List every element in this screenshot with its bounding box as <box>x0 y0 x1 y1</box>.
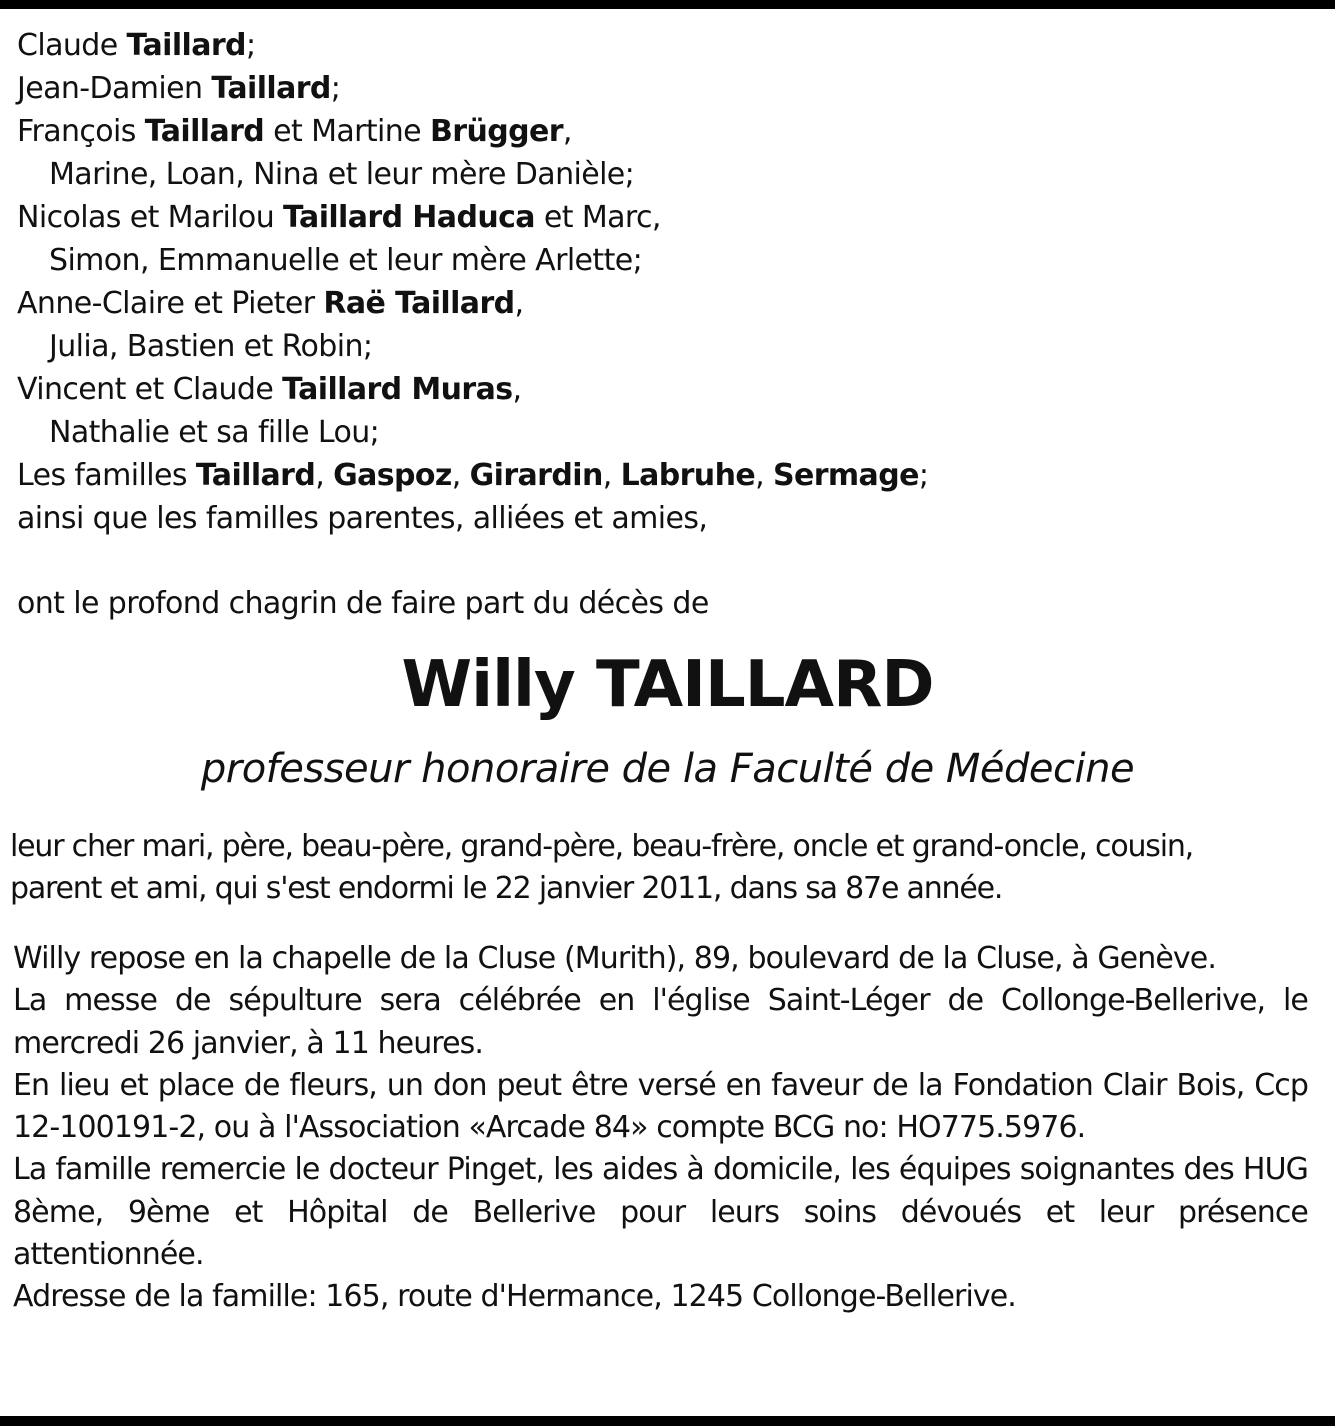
family-text: , <box>602 458 621 493</box>
family-line <box>17 196 1317 239</box>
family-text: , <box>562 114 572 149</box>
family-text: , <box>514 286 524 321</box>
family-surname: Taillard <box>211 71 331 106</box>
family-address-paragraph: Adresse de la famille: 165, route d'Hermance, 1245 Collonge-Bellerive. <box>13 1279 1016 1315</box>
relation-text <box>10 826 1310 910</box>
donation-paragraph: En lieu et place de fleurs, un don peut être versé en faveur de la Fondation Clair Bois, Ccp 12-100191-2, ou à l'Association «Arcade 84» compte BCG no: HO775.5976. <box>13 1067 1308 1146</box>
family-text: et Marc, <box>534 200 661 235</box>
family-text: Anne-Claire et Pieter <box>17 286 324 321</box>
family-line <box>17 67 1317 110</box>
family-line <box>17 239 1317 282</box>
family-surname: Gaspoz <box>333 458 452 493</box>
family-line <box>17 24 1317 67</box>
family-line <box>17 411 1317 454</box>
funeral-details <box>13 938 1308 1319</box>
relation-line: leur cher mari, père, beau-père, grand-père, beau-frère, oncle et grand-oncle, cousin, <box>10 829 1194 864</box>
family-text: ; <box>245 28 256 63</box>
funeral-mass-paragraph: La messe de sépulture sera célébrée en l'église Saint-Léger de Collonge-Bellerive, le mercredi 26 janvier, à 11 heures. <box>13 983 1308 1061</box>
family-surname: Raë Taillard <box>323 286 515 321</box>
rest-location-paragraph: Willy repose en la chapelle de la Cluse (Murith), 89, boulevard de la Cluse, à Genève. <box>13 941 1216 976</box>
family-surname: Labruhe <box>620 458 756 493</box>
family-surname: Taillard Muras <box>282 372 513 407</box>
deceased-title: professeur honoraire de la Faculté de Médecine <box>200 746 1135 792</box>
family-text: François <box>17 114 145 149</box>
family-text: , <box>512 372 522 407</box>
family-list <box>17 24 1317 540</box>
family-line <box>17 282 1317 325</box>
family-text: Julia, Bastien et Robin; <box>49 329 373 364</box>
family-text: , <box>451 458 470 493</box>
family-text: Nicolas et Marilou <box>17 200 284 235</box>
family-text: , <box>755 458 773 493</box>
family-text: Les familles <box>17 458 196 493</box>
family-surname: Taillard <box>144 114 265 149</box>
family-surname: Brügger <box>429 114 563 149</box>
family-line <box>17 454 1317 497</box>
relation-line: parent et ami, qui s'est endormi le 22 janvier 2011, dans sa 87e année. <box>10 871 1003 906</box>
family-line <box>17 497 1317 540</box>
family-text: Claude <box>17 28 127 63</box>
family-line <box>17 110 1317 153</box>
family-text: ; <box>330 71 341 106</box>
family-surname: Girardin <box>469 458 603 493</box>
family-surname: Taillard Haduca <box>283 200 535 235</box>
family-line <box>17 368 1317 411</box>
family-line <box>17 325 1317 368</box>
deceased-name: Willy TAILLARD <box>401 648 934 722</box>
thanks-paragraph: La famille remercie le docteur Pinget, les aides à domicile, les équipes soignantes des HUG 8ème, 9ème et Hôpital de Bellerive pour leurs soins dévoués et leur présence attentionnée. <box>13 1152 1308 1273</box>
family-text: ainsi que les familles parentes, alliées et amies, <box>17 501 708 536</box>
family-surname: Sermage <box>772 458 919 493</box>
bottom-rule <box>0 1416 1335 1426</box>
top-rule <box>0 0 1335 9</box>
family-surname: Taillard <box>195 458 316 493</box>
family-text: ; <box>918 458 929 493</box>
family-text: Vincent et Claude <box>17 372 283 407</box>
family-line <box>17 153 1317 196</box>
family-text: et Martine <box>264 114 430 149</box>
family-text: Marine, Loan, Nina et leur mère Danièle; <box>49 157 635 192</box>
family-text: Nathalie et sa fille Lou; <box>49 415 380 450</box>
family-surname: Taillard <box>126 28 246 63</box>
family-text: Jean-Damien <box>17 71 212 106</box>
family-text: Simon, Emmanuelle et leur mère Arlette; <box>49 243 643 278</box>
family-text: , <box>315 458 334 493</box>
announcement-intro: ont le profond chagrin de faire part du décès de <box>17 586 709 621</box>
